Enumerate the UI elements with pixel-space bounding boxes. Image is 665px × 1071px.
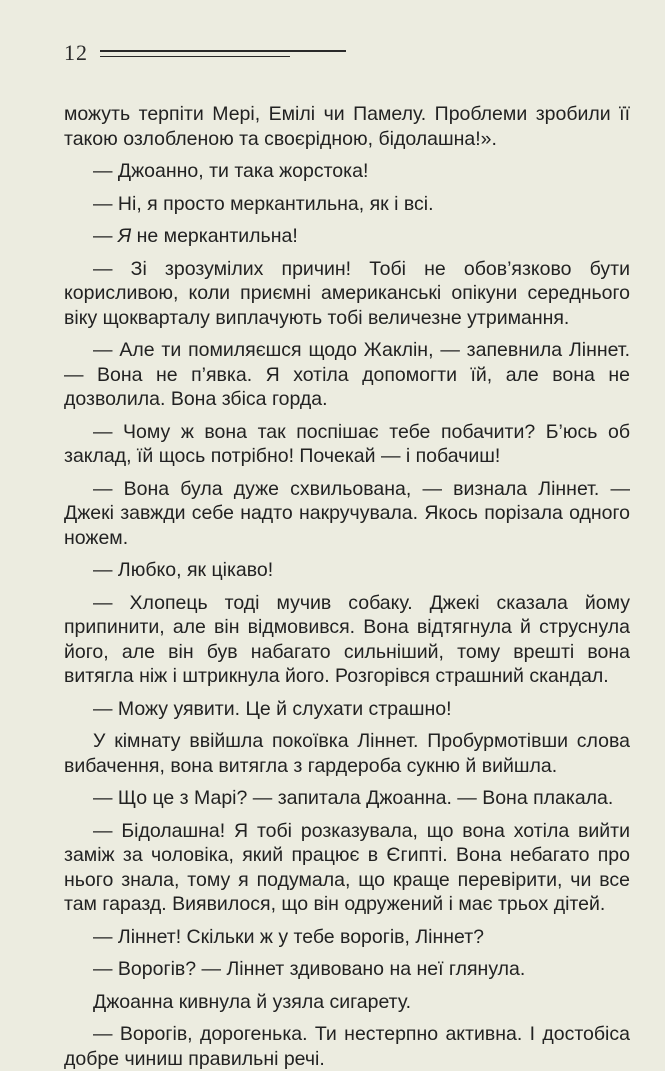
paragraph: — Але ти помиляєшся щодо Жаклін, — запевнила Ліннет. — Вона не п’явка. Я хотіла допомогти їй, але вона не дозволила. Вона збіса горда. (64, 339, 630, 410)
paragraph: — Вона була дуже схвильована, — визнала Ліннет. — Джекі завжди себе надто накручувала. Якось порізала одного ножем. (64, 477, 630, 549)
header-rule-top (100, 50, 346, 52)
paragraph: — Чому ж вона так поспішає тебе побачити? Б’юсь об заклад, їй щось потрібно! Почекай — і побачиш! (64, 420, 630, 467)
emphasis-text: Я (117, 225, 132, 247)
paragraph: — Ліннет! Скільки ж у тебе ворогів, Ліннет? (93, 925, 485, 948)
paragraph: — Бідолашна! Я тобі розказувала, що вона хотіла вийти заміж за чоловіка, який працює в Єгипті. Вона небагато про нього знала, тому я подумала, що краще перевірити, чи все там гаразд. Виявилося, що він одружений і має трьох дітей. (64, 819, 630, 915)
paragraph: Джоанна кивнула й узяла сигарету. (93, 990, 412, 1013)
page-number: 12 (64, 40, 88, 65)
body-text (64, 102, 630, 1071)
paragraph (64, 224, 630, 249)
paragraph: У кімнату ввійшла покоївка Ліннет. Пробурмотівши слова вибачення, вона витягла з гардероба сукню й вийшла. (64, 730, 630, 777)
paragraph: — Ні, я просто меркантильна, як і всі. (93, 192, 434, 215)
paragraph: — Ворогів? — Ліннет здивовано на неї глянула. (93, 958, 526, 980)
dash: — (93, 225, 118, 247)
paragraph: — Любко, як цікаво! (93, 559, 274, 581)
paragraph: — Можу уявити. Це й слухати страшно! (93, 697, 452, 720)
paragraph: — Що це з Марі? — запитала Джоанна. — Вона плакала. (93, 787, 614, 809)
paragraph: можуть терпіти Мері, Емілі чи Памелу. Проблеми зробили її такою озлобленою та своєрідною, бідолашна!». (64, 103, 630, 150)
paragraph-text: не меркантильна! (131, 225, 298, 247)
paragraph: — Джоанно, ти така жорстока! (93, 160, 369, 182)
paragraph: — Ворогів, дорогенька. Ти нестерпно активна. І достобіса добре чиниш правильні речі. (64, 1023, 630, 1070)
header-rule-bottom (100, 56, 290, 57)
paragraph: — Зі зрозумілих причин! Тобі не обов’язково бути корисливою, коли приємні американські опікуни середнього віку щокварталу виплачують тобі величезне утримання. (64, 257, 630, 329)
paragraph: — Хлопець тоді мучив собаку. Джекі сказала йому припинити, але він відмовився. Вона відтягнула й струснула його, але він був набагато сильніший, тому врешті вона витягла ніж і штрикнула його. Розгорівся страшний скандал. (64, 591, 630, 687)
